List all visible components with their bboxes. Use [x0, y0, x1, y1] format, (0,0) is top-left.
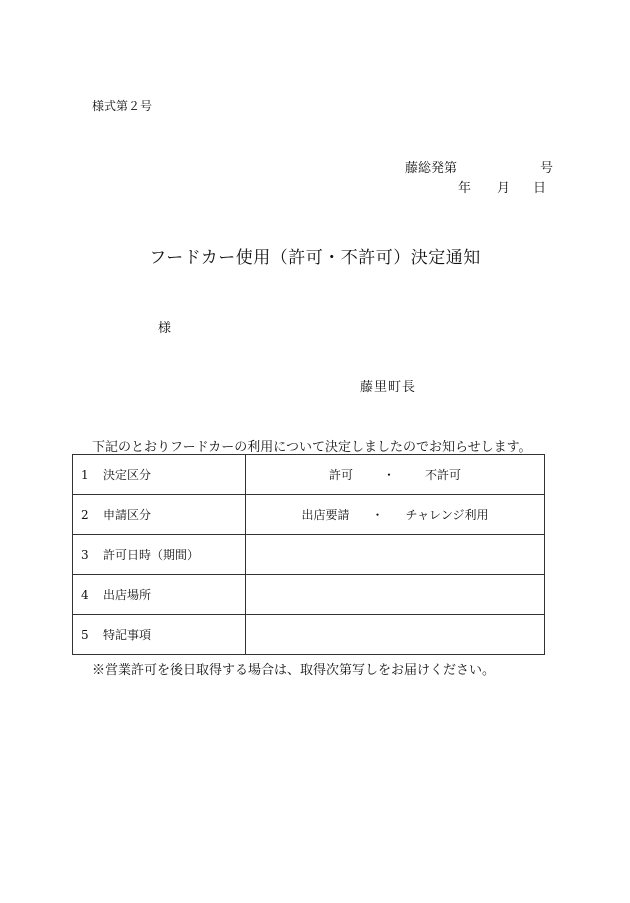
row-number: 4 [81, 588, 89, 602]
table-row [73, 615, 545, 655]
row-value [246, 575, 545, 615]
document-number-suffix: 号 [540, 161, 554, 176]
row-number: 3 [81, 548, 89, 562]
row-label-text: 特記事項 [103, 628, 152, 642]
date-year: 年 [458, 181, 472, 196]
row-value [246, 535, 545, 575]
intro-text: 下記のとおりフードカーの利用について決定しましたのでお知らせします。 [92, 440, 532, 455]
row-value [246, 495, 545, 535]
row-number: 5 [81, 628, 89, 642]
row-label [73, 455, 246, 495]
table-row [73, 455, 545, 495]
option-deny: 不許可 [425, 468, 462, 482]
date-day: 日 [533, 181, 547, 196]
document-title: フードカー使用（許可・不許可）決定通知 [149, 248, 481, 268]
details-table [72, 454, 545, 655]
row-label-text: 出店場所 [103, 588, 152, 602]
row-number: 2 [81, 508, 89, 522]
document-number-label: 藤総発第 [405, 161, 458, 176]
form-number: 様式第２号 [92, 99, 153, 113]
issuer-name: 藤里町長 [360, 380, 417, 395]
addressee-suffix: 様 [158, 321, 172, 336]
date-line [458, 177, 546, 196]
row-label [73, 535, 246, 575]
option-separator: ・ [382, 468, 395, 482]
row-label [73, 615, 246, 655]
row-label [73, 575, 246, 615]
row-value [246, 455, 545, 495]
date-month: 月 [497, 181, 511, 196]
table-row [73, 495, 545, 535]
row-label-text: 決定区分 [103, 468, 152, 482]
option-permit: 許可 [328, 468, 353, 482]
footnote: ※営業許可を後日取得する場合は、取得次第写しをお届けください。 [92, 663, 496, 678]
row-label [73, 495, 246, 535]
row-label-text: 申請区分 [103, 508, 152, 522]
option-store-request: 出店要請 [301, 508, 350, 522]
row-label-text: 許可日時（期間） [103, 548, 200, 562]
option-challenge-use: チャレンジ利用 [405, 508, 489, 522]
option-separator: ・ [371, 508, 384, 522]
table-row [73, 575, 545, 615]
row-number: 1 [81, 468, 89, 482]
table-row [73, 535, 545, 575]
row-value [246, 615, 545, 655]
